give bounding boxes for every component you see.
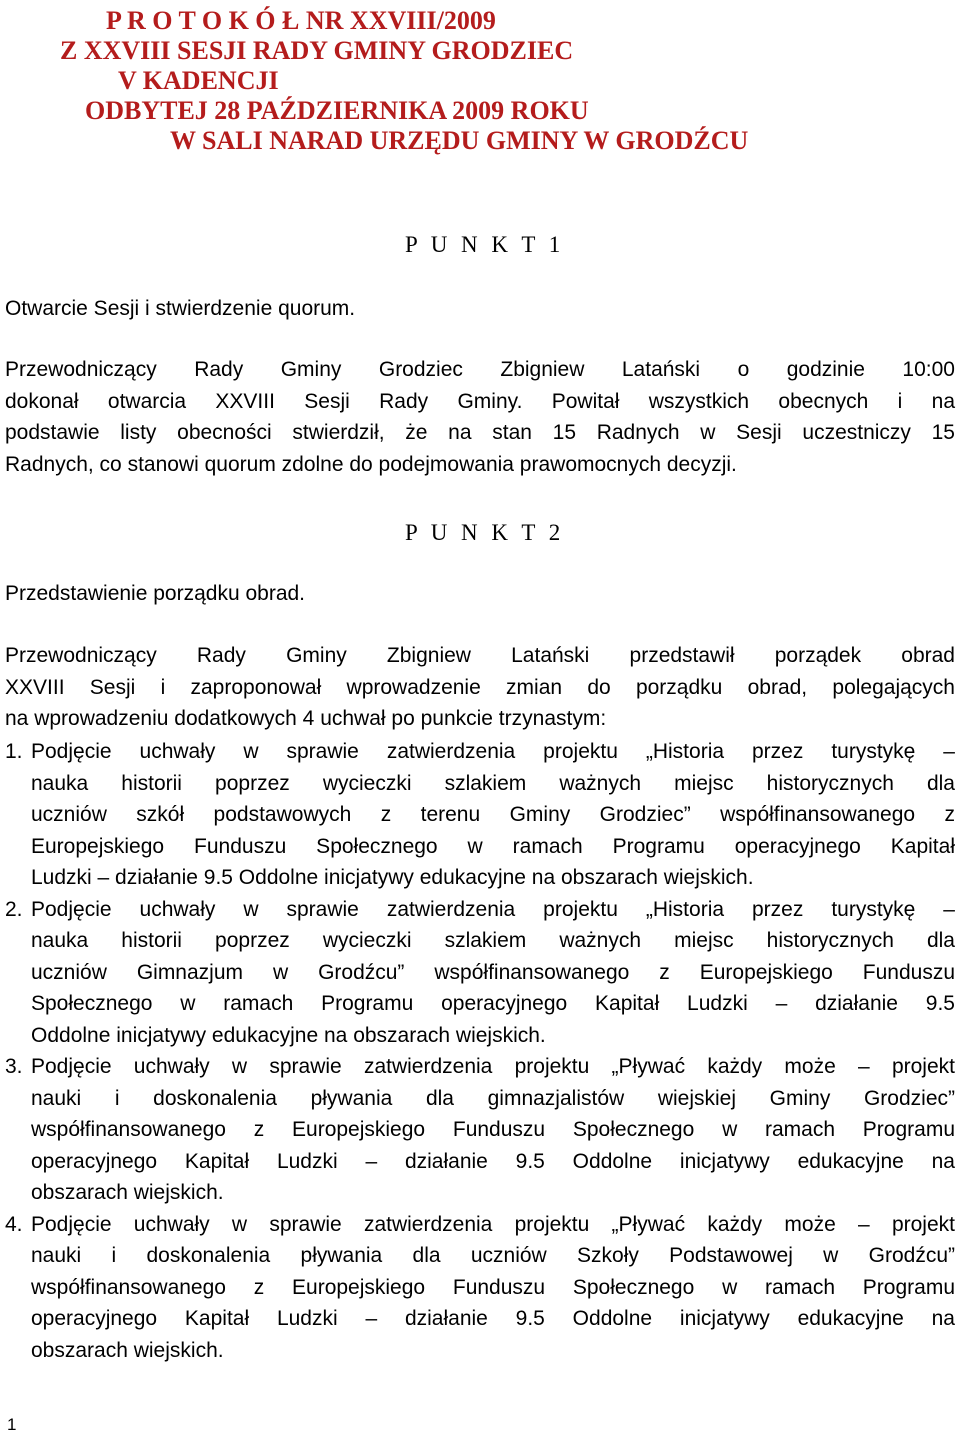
list-item <box>5 894 955 1052</box>
list-item-line: uczniów Gimnazjum w Grodźcu” współfinansowanego z Europejskiego Funduszu <box>31 960 955 984</box>
title-line: V KADENCJI <box>118 66 279 95</box>
list-item-line: nauki i doskonalenia pływania dla gimnazjalistów wiejskiej Gminy Grodziec” <box>31 1086 955 1110</box>
list-item-line: obszarach wiejskich. <box>31 1181 224 1204</box>
list-item-line: Podjęcie uchwały w sprawie zatwierdzenia projektu „Historia przez turystykę – <box>31 740 955 763</box>
paragraph-line: na wprowadzeniu dodatkowych 4 uchwał po punkcie trzynastym: <box>5 707 607 730</box>
title-line: P R O T O K Ó Ł NR XXVIII/2009 <box>106 6 496 35</box>
document-title <box>60 6 960 156</box>
list-item-line: Ludzki – działanie 9.5 Oddolne inicjatywy edukacyjne na obszarach wiejskich. <box>31 866 754 889</box>
paragraph-line: XXVIII Sesji i zaproponował wprowadzenie zmian do porządku obrad, polegających <box>5 675 955 699</box>
paragraph-line: dokonał otwarcia XXVIII Sesji Rady Gminy. Powitał wszystkich obecnych i na <box>5 389 955 413</box>
list-item-line: Podjęcie uchwały w sprawie zatwierdzenia projektu „Historia przez turystykę – <box>31 897 955 921</box>
paragraph-line: podstawie listy obecności stwierdził, że na stan 15 Radnych w Sesji uczestniczy 15 <box>5 421 955 444</box>
list-item-line: nauki i doskonalenia pływania dla uczniów Szkoły Podstawowej w Grodźcu” <box>31 1244 955 1267</box>
list-item-line: Podjęcie uchwały w sprawie zatwierdzenia projektu „Pływać każdy może – projekt <box>31 1055 955 1078</box>
list-item-line: operacyjnego Kapitał Ludzki – działanie 9.5 Oddolne inicjatywy edukacyjne na <box>31 1307 955 1330</box>
list-item-line: Oddolne inicjatywy edukacyjne na obszarach wiejskich. <box>31 1023 546 1047</box>
title-line: W SALI NARAD URZĘDU GMINY W GRODŹCU <box>170 126 749 155</box>
paragraph-line: Przewodniczący Rady Gminy Grodziec Zbigniew Latański o godzinie 10:00 <box>5 358 955 381</box>
list-item <box>5 1209 955 1367</box>
section-label-punkt-1: P U N K T 1 <box>405 232 565 257</box>
list-item <box>5 1051 955 1209</box>
section-label-punkt-2: P U N K T 2 <box>405 520 565 545</box>
page-number: 1 <box>7 1415 17 1434</box>
list-item-line: współfinansowanego z Europejskiego Funduszu Społecznego w ramach Programu <box>31 1118 955 1141</box>
paragraph-line: Radnych, co stanowi quorum zdolne do podejmowania prawomocnych decyzji. <box>5 452 737 476</box>
list-item-number: 3. <box>5 1055 23 1078</box>
agenda-list <box>5 736 955 1366</box>
title-line: ODBYTEJ 28 PAŹDZIERNIKA 2009 ROKU <box>85 96 589 125</box>
list-item-line: nauka historii poprzez wycieczki szlakiem ważnych miejsc historycznych dla <box>31 929 955 952</box>
section-heading-punkt-2: Przedstawienie porządku obrad. <box>5 582 306 605</box>
list-item-number: 4. <box>5 1212 23 1236</box>
title-line: Z XXVIII SESJI RADY GMINY GRODZIEC <box>60 36 574 65</box>
list-item <box>5 736 955 894</box>
list-item-line: Europejskiego Funduszu Społecznego w ramach Programu operacyjnego Kapitał <box>31 834 955 858</box>
list-item-line: Podjęcie uchwały w sprawie zatwierdzenia projektu „Pływać każdy może – projekt <box>31 1212 955 1236</box>
list-item-line: nauka historii poprzez wycieczki szlakiem ważnych miejsc historycznych dla <box>31 771 955 795</box>
list-item-line: obszarach wiejskich. <box>31 1338 224 1362</box>
list-item-number: 2. <box>5 897 23 921</box>
paragraph-punkt-2 <box>5 640 955 735</box>
list-item-number: 1. <box>5 740 23 763</box>
paragraph-punkt-1 <box>5 354 955 480</box>
list-item-line: operacyjnego Kapitał Ludzki – działanie 9.5 Oddolne inicjatywy edukacyjne na <box>31 1149 955 1173</box>
list-item-line: uczniów szkół podstawowych z terenu Gminy Grodziec” współfinansowanego z <box>31 803 955 826</box>
paragraph-line: Przewodniczący Rady Gminy Zbigniew Latański przedstawił porządek obrad <box>5 644 955 667</box>
list-item-line: współfinansowanego z Europejskiego Funduszu Społecznego w ramach Programu <box>31 1275 955 1299</box>
section-heading-punkt-1: Otwarcie Sesji i stwierdzenie quorum. <box>5 297 356 320</box>
list-item-line: Społecznego w ramach Programu operacyjnego Kapitał Ludzki – działanie 9.5 <box>31 992 955 1015</box>
